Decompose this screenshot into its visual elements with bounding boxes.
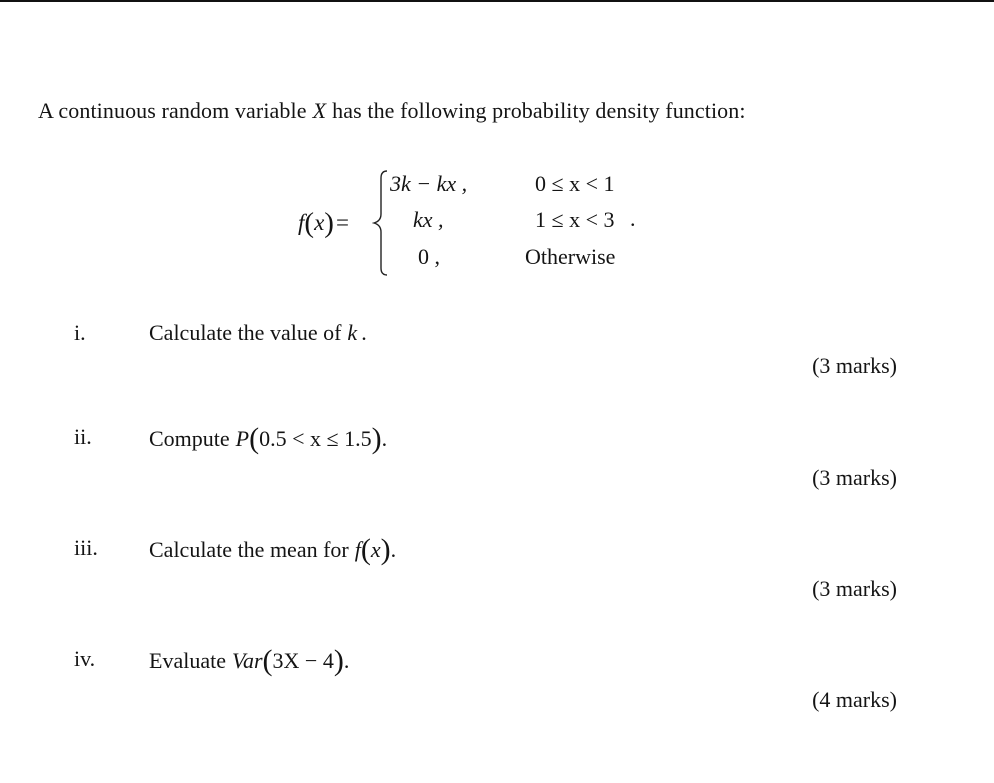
pdf-lhs: f(x)=: [298, 207, 349, 239]
question-text-2: Compute P(0.5 < x ≤ 1.5).: [149, 422, 388, 455]
intro-text-after: has the following probability density function:: [332, 98, 746, 123]
question-number-1: i.: [74, 320, 86, 345]
question-number-3: iii.: [74, 535, 98, 560]
intro-variable: X: [312, 98, 327, 123]
case-condition-1: 0 ≤ x < 1: [535, 171, 615, 196]
left-brace-icon: [372, 170, 390, 276]
question-number-2: ii.: [74, 424, 92, 449]
intro-text-before: A continuous random variable: [38, 98, 307, 123]
question-marks-2: (3 marks): [812, 465, 897, 490]
question-marks-1: (3 marks): [812, 353, 897, 378]
question-text-1: Calculate the value of k .: [149, 320, 367, 345]
pdf-function-name: f: [298, 210, 305, 235]
case-condition-2: 1 ≤ x < 3: [535, 207, 615, 232]
question-marks-3: (3 marks): [812, 576, 897, 601]
pdf-trailing-period: .: [630, 206, 636, 231]
case-expression-2: kx ,: [413, 207, 444, 232]
case-expression-3: 0 ,: [418, 244, 440, 269]
pdf-equals: =: [335, 210, 349, 235]
pdf-argument: x: [314, 210, 325, 235]
question-marks-4: (4 marks): [812, 687, 897, 712]
question-text-4: Evaluate Var(3X − 4).: [149, 644, 350, 677]
question-text-3: Calculate the mean for f(x).: [149, 533, 397, 566]
case-condition-3: Otherwise: [525, 244, 616, 269]
question-number-4: iv.: [74, 646, 96, 671]
case-expression-1: 3k − kx ,: [390, 171, 468, 196]
